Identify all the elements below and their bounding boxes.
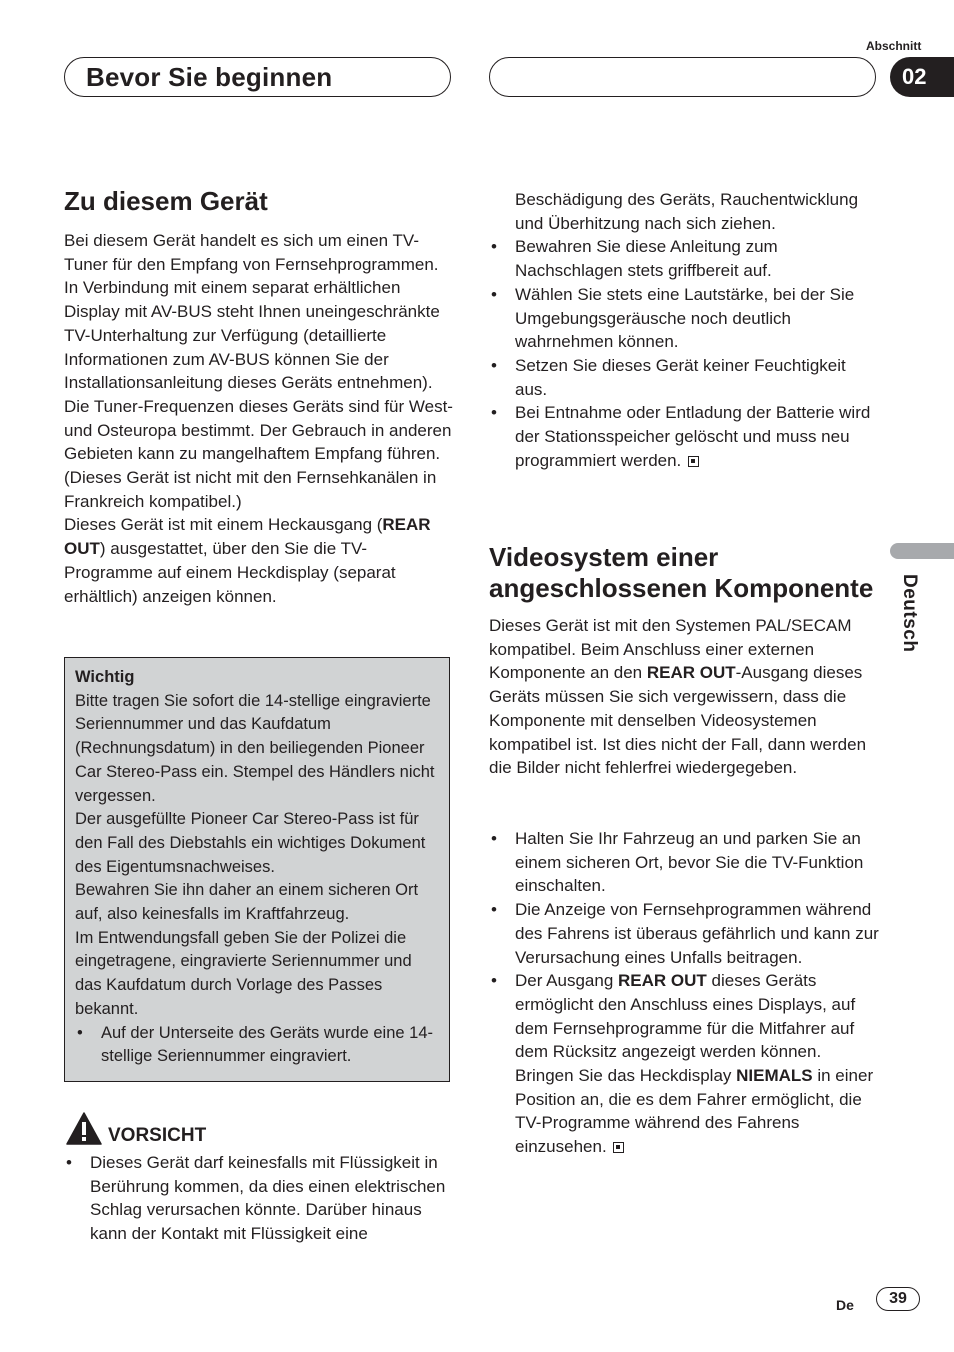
wichtig-bullet: • Auf der Unterseite des Geräts wurde eine 14-stellige Seriennummer eingraviert. <box>75 1022 439 1069</box>
intro-2-pre: Dieses Gerät ist mit einem Heckausgang ( <box>64 515 383 535</box>
caution-continuation <box>489 188 881 472</box>
intro-text <box>64 229 454 608</box>
caution-bullet-2: • Wählen Sie stets eine Lautstärke, bei der Sie Umgebungsgeräusche noch deutlich wahrnehmen können. <box>489 283 881 354</box>
intro-paragraph-2 <box>64 513 454 608</box>
language-code: De <box>836 1297 854 1313</box>
heading-zu-diesem-geraet: Zu diesem Gerät <box>64 186 268 216</box>
safety-bullet-3 <box>489 969 881 1159</box>
wichtig-box <box>64 657 450 1082</box>
page-number: 39 <box>876 1287 920 1311</box>
video-pre: Dieses Gerät ist mit den Systemen PAL/SECAM kompatibel. Beim Anschluss einer externen Komponente an den <box>489 616 852 683</box>
vorsicht-label: VORSICHT <box>108 1125 207 1146</box>
safety-bullet-2: • Die Anzeige von Fernsehprogrammen während des Fahrens ist überaus gefährlich und kann zur Verursachung eines Unfalls beitragen. <box>489 898 881 969</box>
safety-text <box>489 827 881 1159</box>
intro-paragraph-1: Bei diesem Gerät handelt es sich um einen TV-Tuner für den Empfang von Fernsehprogrammen. In Verbindung mit einem separat erhältlichen Display mit AV-BUS steht Ihnen uneingeschränkte TV-Unterhaltung zur Verfügung (detaillierte Informationen zum AV-BUS können Sie der Installationsanleitung dieses Geräts entnehmen). Die Tuner-Frequenzen dieses Geräts sind für West- und Osteuropa bestimmt. Der Gebrauch in anderen Gebieten kann zu mangelhaftem Empfang führen. (Dieses Gerät ist nicht mit den Fernsehkanälen in Frankreich kompatibel.) <box>64 231 453 511</box>
wichtig-paragraph-1: Bitte tragen Sie sofort die 14-stellige eingravierte Seriennummer und das Kaufdatum (Rechnungsdatum) in den beiliegenden Pioneer Car Stereo-Pass ein. Stempel des Händlers nicht vergessen. <box>75 691 435 805</box>
video-post: -Ausgang dieses Geräts müssen Sie sich vergewissern, dass die Komponente mit denselben Videosystemen kompatibel ist. Ist dies nicht der Fall, dann werden die Bilder nicht fehlerfrei wiedergegeben. <box>489 663 867 778</box>
vorsicht-bullet-1: • Dieses Gerät darf keinesfalls mit Flüssigkeit in Berührung kommen, da dies einen elektrischen Schlag verursachen könnte. Darüber hinaus kann der Kontakt mit Flüssigkeit eine <box>64 1151 454 1246</box>
caution-bullet-1: • Bewahren Sie diese Anleitung zum Nachschlagen stets griffbereit auf. <box>489 235 881 282</box>
safety-3-post: dieses Geräts ermöglicht den Anschluss eines Displays, auf dem Fernsehprogramme für die Mitfahrer auf dem Rücksitz angezeigt werden können. <box>515 971 856 1062</box>
safety-bullet-1: • Halten Sie Ihr Fahrzeug an und parken Sie an einem sicheren Ort, bevor Sie die TV-Funktion einschalten. <box>489 827 881 898</box>
end-of-section-icon <box>688 456 699 467</box>
safety-3-pre: Der Ausgang <box>515 971 619 991</box>
caution-bullets <box>489 188 881 472</box>
end-of-section-icon <box>613 1142 624 1153</box>
abschnitt-label: Abschnitt <box>866 39 922 53</box>
niemals-label: NIEMALS <box>736 1066 813 1086</box>
caution-bullet-4-text: Bei Entnahme oder Entladung der Batterie wird der Stationsspeicher gelöscht und muss neu programmiert werden. <box>515 403 871 470</box>
safety-3b-pre: Bringen Sie das Heckdisplay <box>515 1066 737 1086</box>
videosystem-paragraph <box>489 614 875 780</box>
language-label: Deutsch <box>899 574 920 653</box>
language-tab-marker <box>890 543 954 559</box>
rear-out-label-3: REAR OUT <box>618 971 707 991</box>
caution-bullet-4 <box>489 401 881 472</box>
wichtig-paragraph-4: Im Entwendungsfall geben Sie der Polizei die eingetragene, eingravierte Seriennummer und das Kaufdatum durch Vorlage des Passes bekannt. <box>75 928 412 1018</box>
caution-continuation-text: Beschädigung des Geräts, Rauchentwicklung und Überhitzung nach sich ziehen. <box>515 190 859 233</box>
wichtig-title: Wichtig <box>75 668 135 686</box>
intro-2-post: ) ausgestattet, über den Sie die TV-Programme auf einem Heckdisplay (separat erhältlich) anzeigen können. <box>64 539 396 606</box>
videosystem-text <box>489 614 875 780</box>
heading-videosystem: Videosystem einer angeschlossenen Komponente <box>489 542 874 603</box>
safety-bullets <box>489 827 881 1159</box>
section-number-badge: 02 <box>890 57 954 97</box>
wichtig-paragraph-2: Der ausgefüllte Pioneer Car Stereo-Pass ist für den Fall des Diebstahls ein wichtiges Dokument des Eigentumsnachweises. <box>75 810 426 876</box>
wichtig-paragraph-3: Bewahren Sie ihn daher an einem sicheren Ort auf, also keinesfalls im Kraftfahrzeug. <box>75 881 419 924</box>
caution-bullet-3: • Setzen Sie dieses Gerät keiner Feuchtigkeit aus. <box>489 354 881 401</box>
header-empty-frame <box>489 57 876 97</box>
vorsicht-text <box>64 1151 454 1246</box>
rear-out-label-2: REAR OUT <box>646 663 736 683</box>
wichtig-bullets <box>75 1022 439 1069</box>
vorsicht-bullets <box>64 1151 454 1246</box>
safety-3b-post: in einer Position an, die es dem Fahrer ermöglicht, die TV-Programme während des Fahrens einzusehen. <box>515 1066 874 1157</box>
rear-out-label: REAR OUT <box>64 515 431 559</box>
warning-triangle-icon <box>66 1112 102 1146</box>
section-title: Bevor Sie beginnen <box>86 62 333 92</box>
